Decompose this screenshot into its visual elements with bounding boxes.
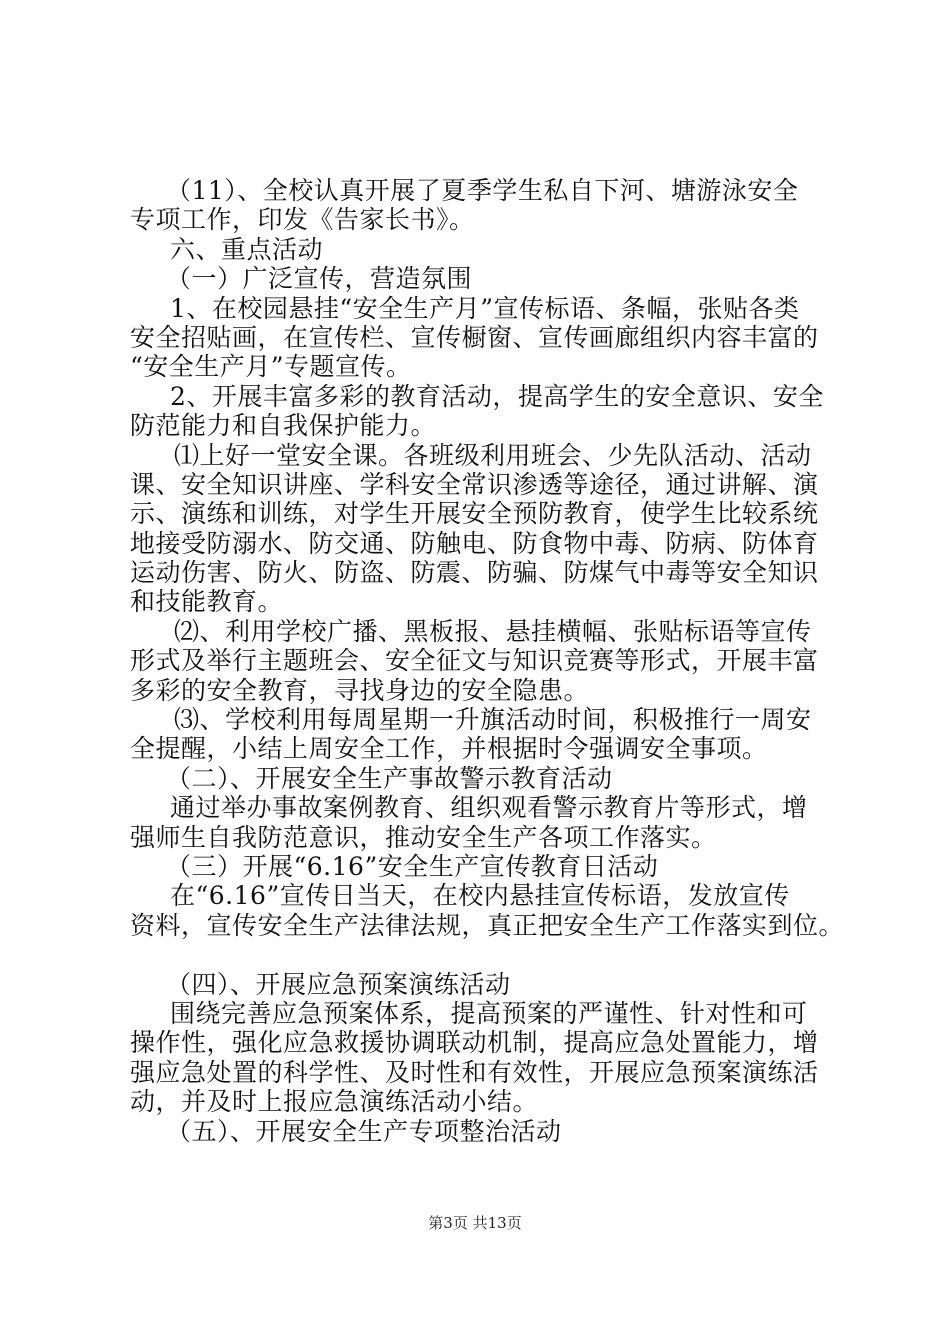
paragraph-line: 形式及举行主题班会、安全征文与知识竞赛等形式，开展丰富 xyxy=(130,646,819,676)
paragraph-line: 防范能力和自我保护能力。 xyxy=(130,411,437,441)
paragraph-line: 全提醒，小结上周安全工作，并根据时令强调安全事项。 xyxy=(130,734,768,764)
paragraph-line: ⑵、利用学校广播、黑板报、悬挂横幅、张贴标语等宣传 xyxy=(174,616,812,646)
page-number-footer: 第3页 共13页 xyxy=(428,1214,522,1232)
subsection-heading: （五）、开展安全生产专项整治活动 xyxy=(166,1116,562,1146)
paragraph-line: 强师生自我防范意识，推动安全生产各项工作落实。 xyxy=(130,822,717,852)
paragraph-gap xyxy=(130,940,830,969)
paragraph-line: 操作性，强化应急救援协调联动机制，提高应急处置能力，增 xyxy=(130,1028,819,1058)
document-body xyxy=(130,176,845,1146)
paragraph-line: 围绕完善应急预案体系，提高预案的严谨性、针对性和可 xyxy=(170,998,808,1028)
paragraph-line: 动，并及时上报应急演练活动小结。 xyxy=(130,1087,539,1117)
paragraph-line: ⑶、学校利用每周星期一升旗活动时间，积极推行一周安 xyxy=(174,705,812,735)
paragraph-line: ⑴上好一堂安全课。各班级利用班会、少先队活动、活动 xyxy=(174,440,812,470)
subsection-heading: （四）、开展应急预案演练活动 xyxy=(166,969,511,999)
paragraph-line: 2、开展丰富多彩的教育活动，提高学生的安全意识、安全 xyxy=(170,381,824,411)
subsection-heading: （一）广泛宣传，营造氛围 xyxy=(166,264,473,294)
paragraph-line: “安全生产月”专题宣传。 xyxy=(130,352,412,382)
paragraph-line: 示、演练和训练，对学生开展安全预防教育，使学生比较系统 xyxy=(130,499,819,529)
paragraph-line: 多彩的安全教育，寻找身边的安全隐患。 xyxy=(130,675,590,705)
paragraph-line: 资料，宣传安全生产法律法规，真正把安全生产工作落实到位。 xyxy=(130,910,845,940)
paragraph-line: 强应急处置的科学性、及时性和有效性，开展应急预案演练活 xyxy=(130,1057,819,1087)
paragraph-line: 和技能教育。 xyxy=(130,587,284,617)
paragraph-line: 通过举办事故案例教育、组织观看警示教育片等形式，增 xyxy=(170,793,808,823)
paragraph-line: 1、在校园悬挂“安全生产月”宣传标语、条幅，张贴各类 xyxy=(170,293,800,323)
paragraph-line: 专项工作，印发《告家长书》。 xyxy=(130,205,475,235)
subsection-heading: （二）、开展安全生产事故警示教育活动 xyxy=(166,763,613,793)
section-heading: 六、重点活动 xyxy=(170,234,324,264)
paragraph-line: 地接受防溺水、防交通、防触电、防食物中毒、防病、防体育 xyxy=(130,528,819,558)
paragraph-line: 课、安全知识讲座、学科安全常识渗透等途径，通过讲解、演 xyxy=(130,469,819,499)
paragraph-line: 运动伤害、防火、防盗、防震、防骗、防煤气中毒等安全知识 xyxy=(130,558,819,588)
paragraph-line: 在“6.16”宣传日当天，在校内悬挂宣传标语，发放宣传 xyxy=(170,881,790,911)
subsection-heading: （三）开展“6.16”安全生产宣传教育日活动 xyxy=(166,851,659,881)
paragraph-line: （11）、全校认真开展了夏季学生私自下河、塘游泳安全 xyxy=(166,176,799,205)
paragraph-line: 安全招贴画，在宣传栏、宣传橱窗、宣传画廊组织内容丰富的 xyxy=(130,322,819,352)
